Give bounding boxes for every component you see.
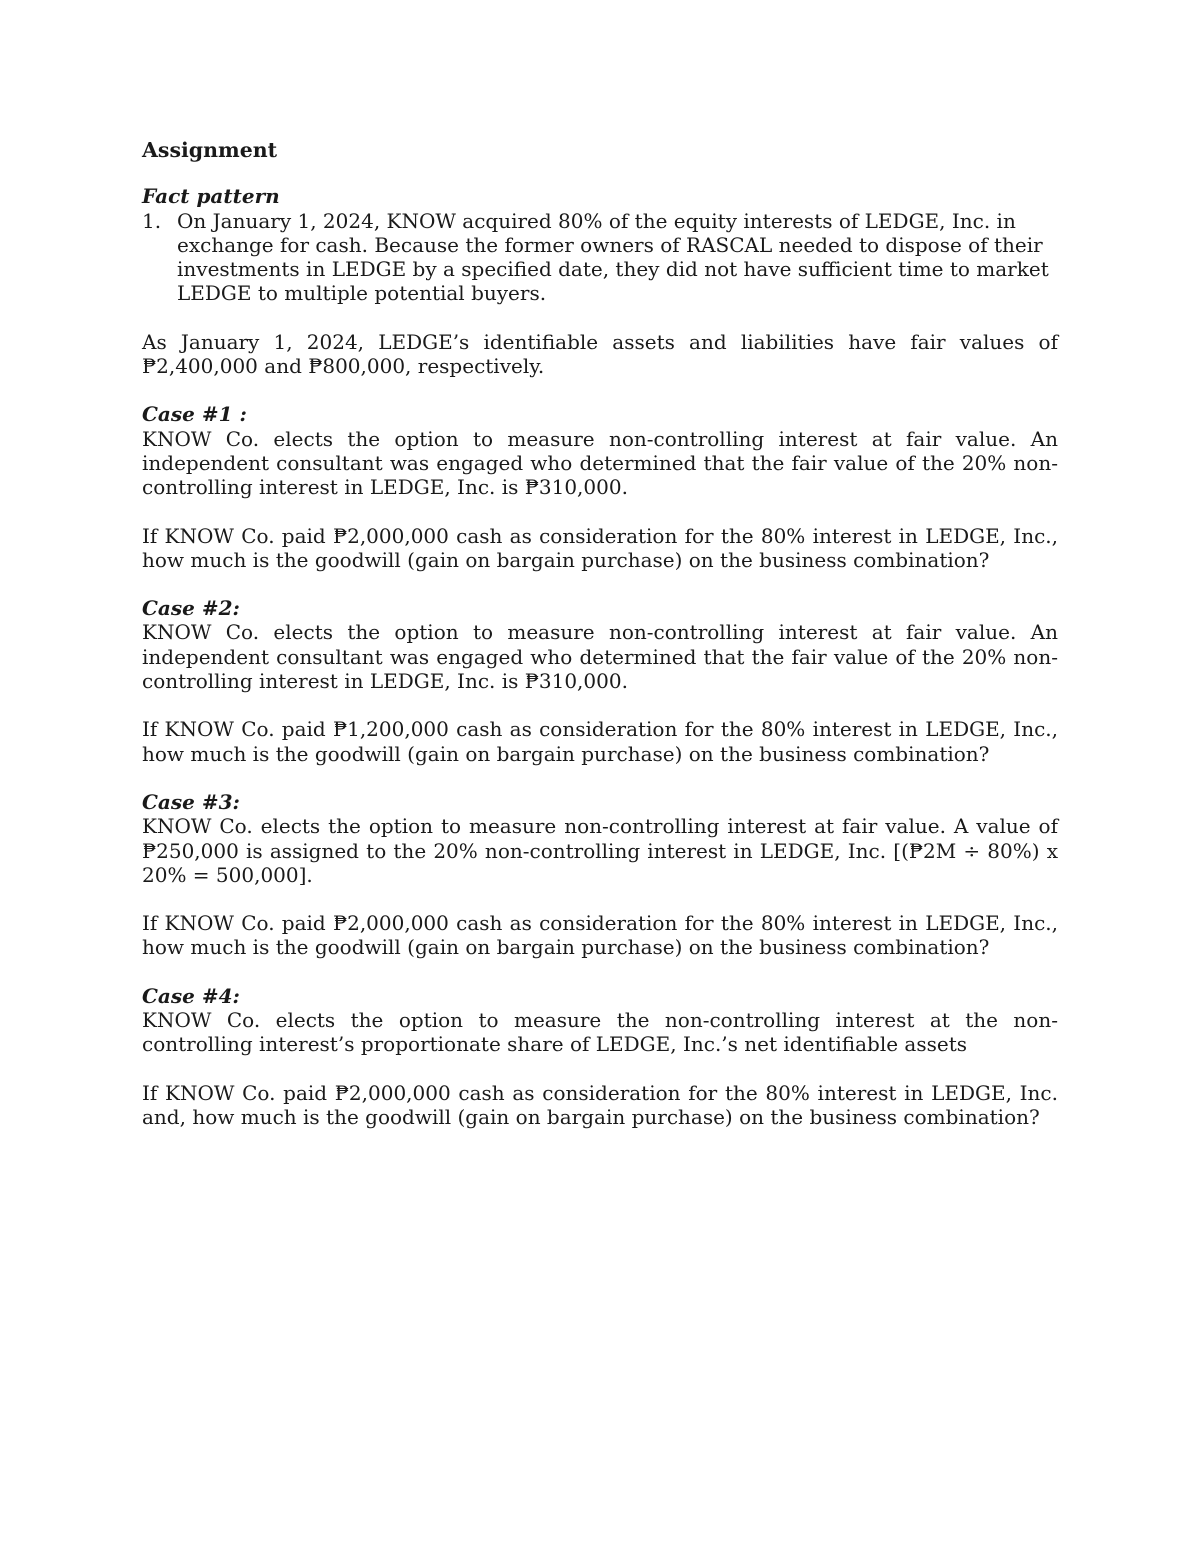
case-description: KNOW Co. elects the option to measure the non-controlling interest at the non-controlling interest’s proportionate share of LEDGE, Inc.’s net identifiable assets: [142, 1008, 1058, 1057]
case-description: KNOW Co. elects the option to measure non-controlling interest at fair value. An independent consultant was engaged who determined that the fair value of the 20% non-controlling interest in LEDGE, Inc. is ₱310,000.: [142, 426, 1058, 500]
case-section-3: [142, 790, 1058, 960]
case-description: KNOW Co. elects the option to measure non-controlling interest at fair value. An independent consultant was engaged who determined that the fair value of the 20% non-controlling interest in LEDGE, Inc. is ₱310,000.: [142, 620, 1058, 694]
case-heading: Case #3:: [142, 789, 240, 814]
case-heading: Case #2:: [142, 596, 240, 621]
case-question: If KNOW Co. paid ₱2,000,000 cash as consideration for the 80% interest in LEDGE, Inc. and, how much is the goodwill (gain on bargain purchase) on the business combination?: [142, 1080, 1058, 1129]
case-question: If KNOW Co. paid ₱2,000,000 cash as consideration for the 80% interest in LEDGE, Inc., how much is the goodwill (gain on bargain purchase) on the business combination?: [142, 523, 1058, 572]
document-title: Assignment: [142, 138, 278, 162]
case-section-4: [142, 984, 1058, 1129]
case-question: If KNOW Co. paid ₱1,200,000 cash as consideration for the 80% interest in LEDGE, Inc., how much is the goodwill (gain on bargain purchase) on the business combination?: [142, 717, 1058, 766]
list-item-text: On January 1, 2024, KNOW acquired 80% of the equity interests of LEDGE, Inc. in exchange for cash. Because the former owners of RASCAL needed to dispose of their investments in LEDGE by a specified date, they did not have sufficient time to market LEDGE to multiple potential buyers.: [177, 208, 1049, 306]
case-description: KNOW Co. elects the option to measure non-controlling interest at fair value. A value of ₱250,000 is assigned to the 20% non-controlling interest in LEDGE, Inc. [(₱2M ÷ 80%) x 20% = 500,000].: [142, 814, 1058, 887]
case-section-2: [142, 596, 1058, 766]
case-question: If KNOW Co. paid ₱2,000,000 cash as consideration for the 80% interest in LEDGE, Inc., how much is the goodwill (gain on bargain purchase) on the business combination?: [142, 911, 1058, 960]
fact-pattern-list-item: [142, 209, 1058, 306]
case-heading: Case #1 :: [142, 402, 247, 427]
document-page: [142, 138, 1058, 1129]
case-heading: Case #4:: [142, 983, 240, 1008]
list-item-number: 1.: [142, 208, 162, 233]
case-section-1: [142, 402, 1058, 572]
fair-values-paragraph: As January 1, 2024, LEDGE’s identifiable assets and liabilities have fair values of ₱2,400,000 and ₱800,000, respectively.: [142, 329, 1058, 379]
fact-pattern-heading: Fact pattern: [142, 184, 280, 209]
